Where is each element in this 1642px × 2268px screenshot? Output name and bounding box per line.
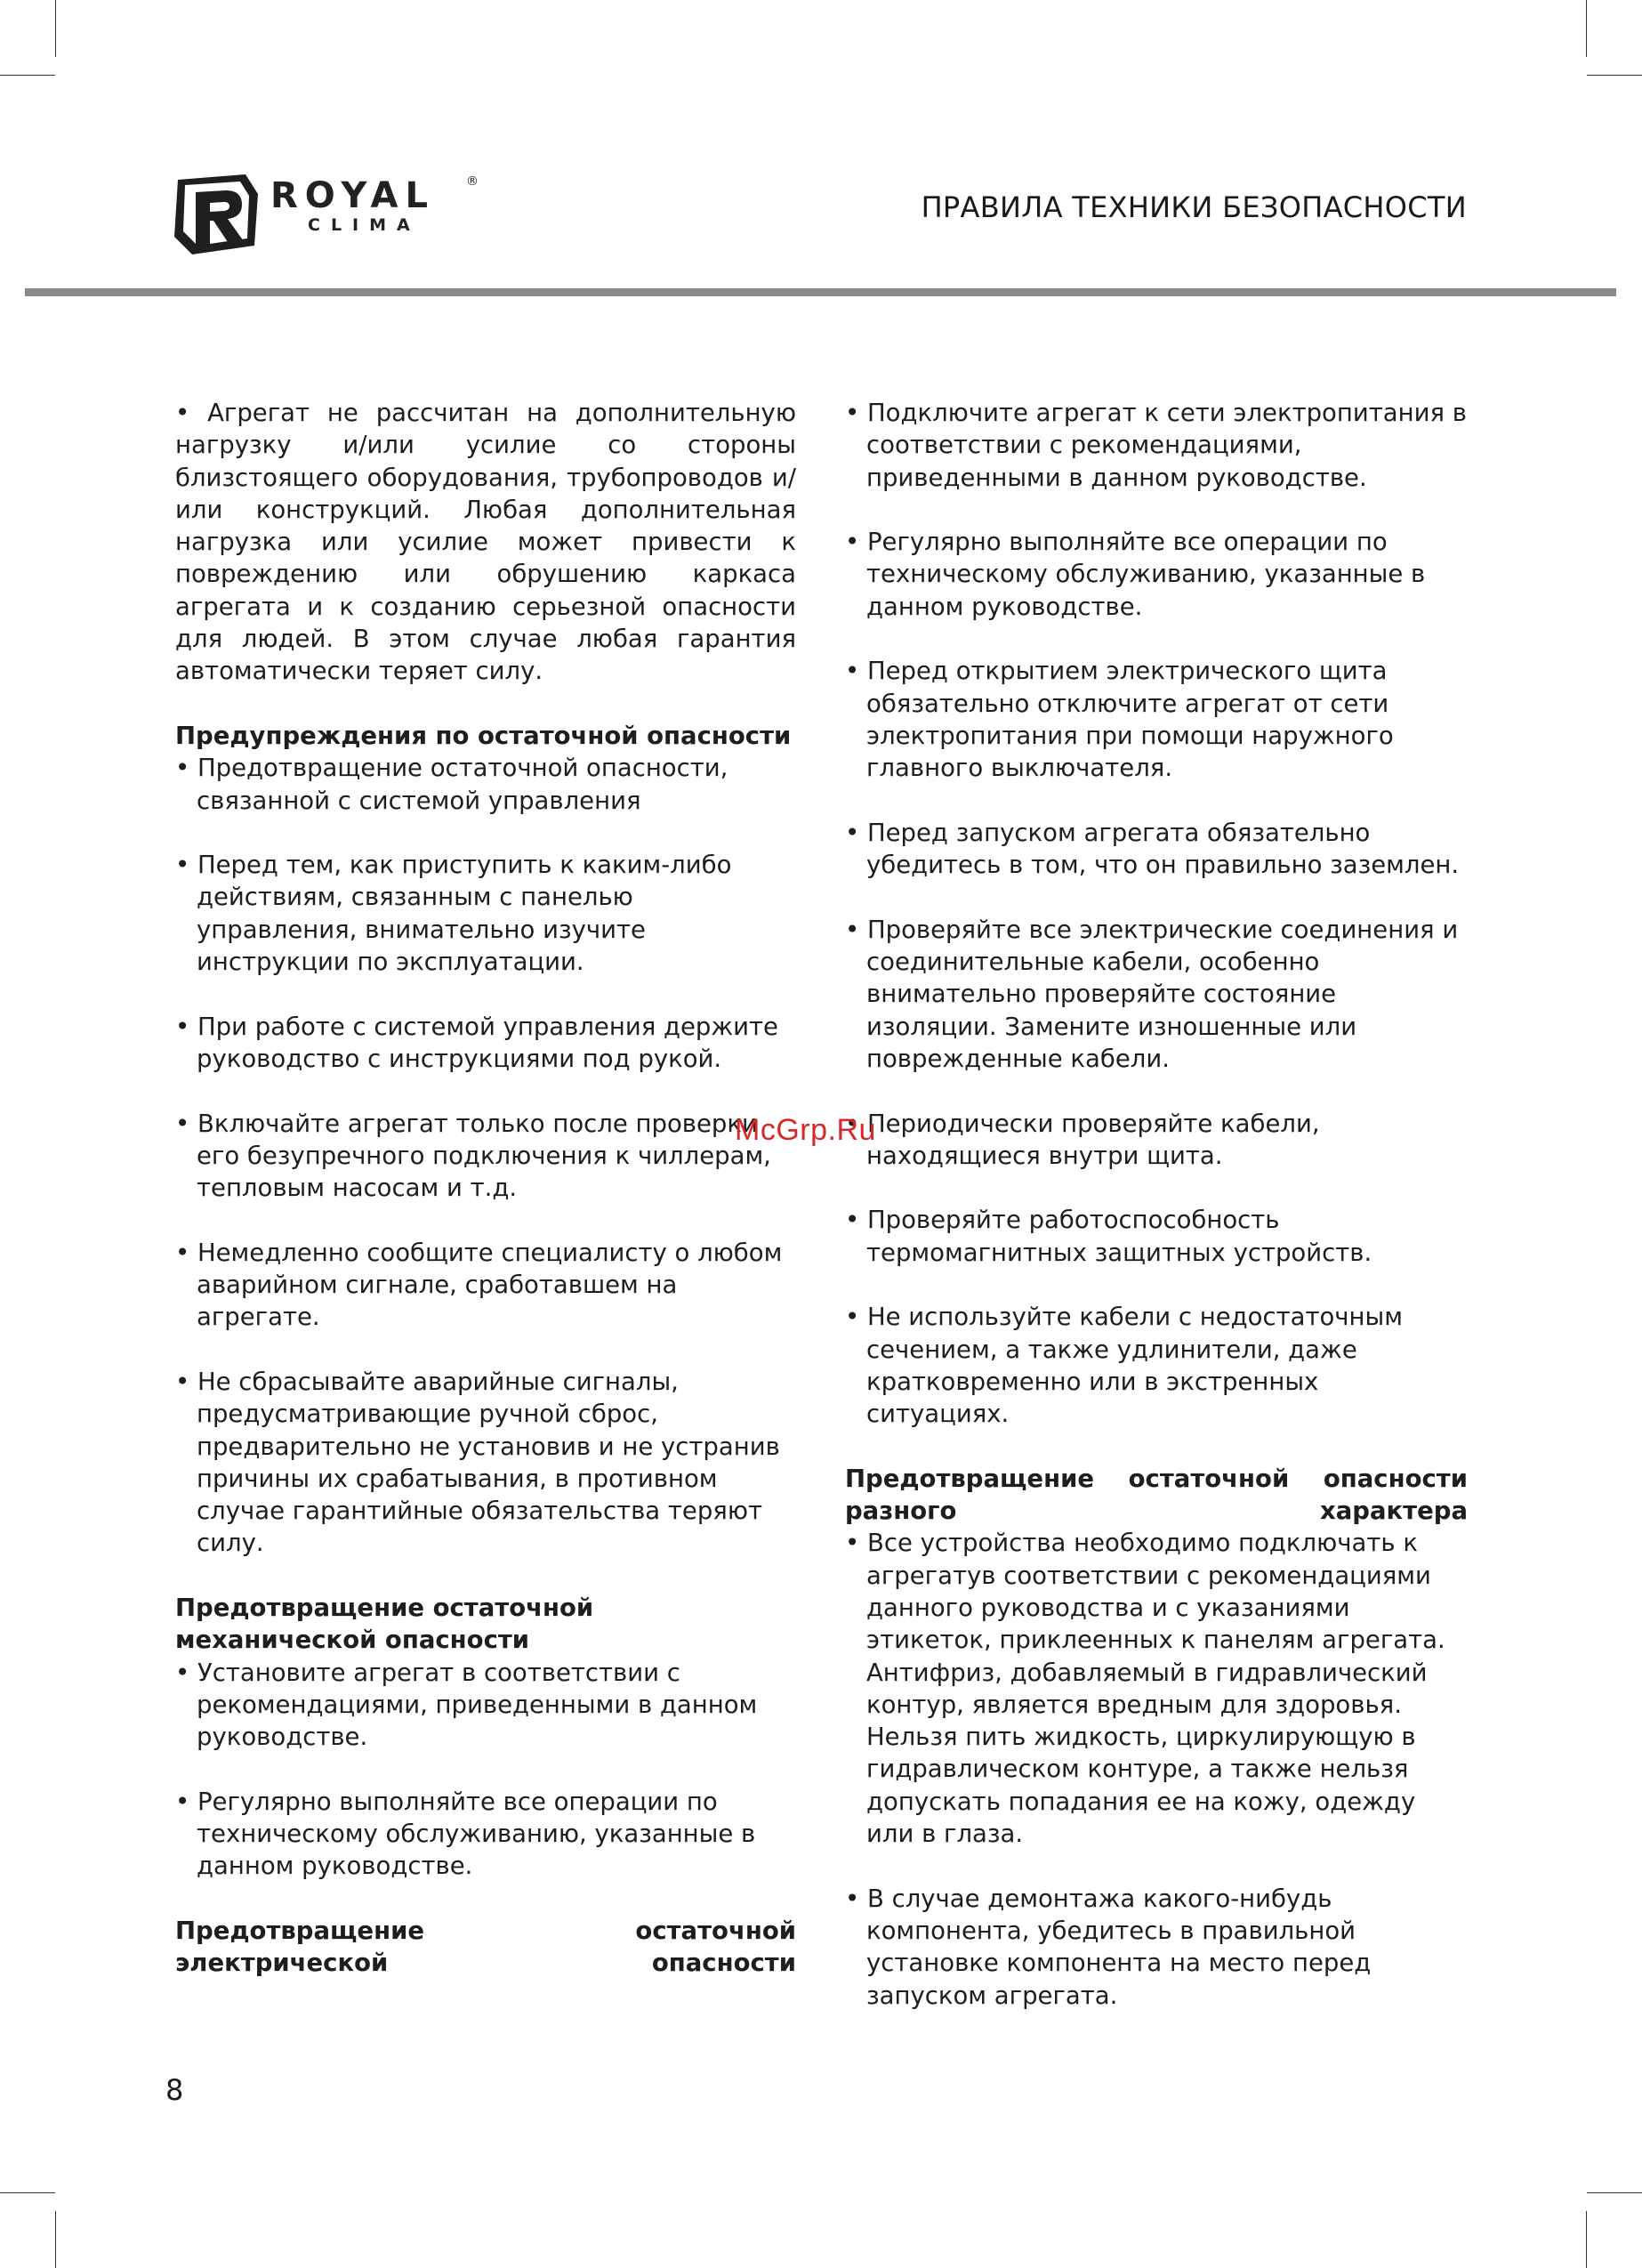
brand-logo (174, 174, 481, 254)
logo-registered-mark: ® (466, 174, 479, 189)
list-item: • Не сбрасывайте аварийные сигналы, предусматривающие ручной сброс, предварительно не установив и не устранив причины их срабатывания, в противном случае гарантийные обязательства теряют силу. (175, 1367, 780, 1558)
list-item: • Включайте агрегат только после проверки его безупречного подключения к чиллерам, тепловым насосам и т.д. (175, 1109, 771, 1203)
list-item: • Перед открытием электрического щита обязательно отключите агрегат от сети электропитания при помощи наружного главного выключателя. (845, 657, 1394, 783)
crop-mark (1587, 2192, 1642, 2193)
page-number: 8 (165, 2073, 184, 2107)
list-item: • Регулярно выполняйте все операции по техническому обслуживанию, указанные в данном руководстве. (845, 528, 1426, 621)
right-column (845, 397, 1468, 2012)
list-item: • Не используйте кабели с недостаточным сечением, а также удлинители, даже кратковременно или в экстренных ситуациях. (845, 1303, 1403, 1429)
section-heading: Предотвращение остаточной электрической опасности (175, 1916, 796, 1978)
intro-paragraph: • Агрегат не рассчитан на дополнительную нагрузку и/или усилие со стороны близстоящего оборудования, трубопроводов и/или конструкций. Любая дополнительная нагрузка или усилие может привести к повреждению или обрушению каркаса агрегата и к созданию серьезной опасности для людей. В этом случае любая гарантия автоматически теряет силу. (175, 399, 796, 686)
section-heading: Предотвращение остаточной опасности разного характера (845, 1464, 1468, 1526)
royal-clima-logo-icon (174, 174, 258, 254)
list-item: • Проверяйте все электрические соединения и соединительные кабели, особенно внимательно проверяйте состояние изоляции. Замените изношенные или поврежденные кабели. (845, 915, 1459, 1073)
crop-mark (1587, 75, 1642, 76)
list-item: • Установите агрегат в соответствии с рекомендациями, приведенными в данном руководстве. (175, 1658, 758, 1752)
crop-mark (55, 2211, 56, 2268)
list-item: • Проверяйте работоспособность термомагнитных защитных устройств. (845, 1206, 1372, 1267)
list-item: • В случае демонтажа какого-нибудь компонента, убедитесь в правильной установке компонента на место перед запуском агрегата. (845, 1884, 1372, 2010)
list-item: • При работе с системой управления держите руководство с инструкциями под рукой. (175, 1012, 778, 1073)
list-item: • Периодически проверяйте кабели, находящиеся внутри щита. (845, 1109, 1320, 1170)
list-item: • Все устройства необходимо подключать к агрегатув соответствии с рекомендациями данного руководства и с указаниями этикеток, приклеенных к панелям агрегата. Антифриз, добавляемый в гидравлический контур, является вредным для здоровья. Нельзя пить жидкость, циркулирующую в гидравлическом контуре, а также нельзя допускать попадания ее на кожу, одежду или в глаза. (845, 1529, 1445, 1849)
crop-mark (0, 2192, 55, 2193)
list-item: • Регулярно выполняйте все операции по техническому обслуживанию, указанные в данном руководстве. (175, 1787, 756, 1881)
list-item: • Перед запуском агрегата обязательно убедитесь в том, что он правильно заземлен. (845, 818, 1460, 880)
crop-mark (55, 0, 56, 57)
left-column (175, 397, 796, 1980)
logo-brand-text: ROYAL (270, 175, 435, 216)
list-item: • Перед тем, как приступить к каким-либо действиям, связанным с панелью управления, внимательно изучите инструкции по эксплуатации. (175, 851, 732, 977)
crop-mark (1586, 2211, 1587, 2268)
logo-sub-text: CLIMA (308, 215, 421, 235)
section-title: ПРАВИЛА ТЕХНИКИ БЕЗОПАСНОСТИ (921, 190, 1467, 224)
watermark: McGrp.Ru (735, 1113, 876, 1147)
section-heading: Предотвращение остаточной механической опасности (175, 1593, 594, 1655)
list-item: • Немедленно сообщите специалисту о любом аварийном сигнале, сработавшем на агрегате. (175, 1238, 783, 1332)
header-divider (25, 288, 1616, 296)
list-item: • Предотвращение остаточной опасности, связанной с системой управления (175, 754, 728, 815)
list-item: • Подключите агрегат к сети электропитания в соответствии с рекомендациями, приведенными в данном руководстве. (845, 399, 1467, 492)
crop-mark (0, 75, 55, 76)
section-heading: Предупреждения по остаточной опасности (175, 721, 792, 750)
crop-mark (1586, 0, 1587, 57)
